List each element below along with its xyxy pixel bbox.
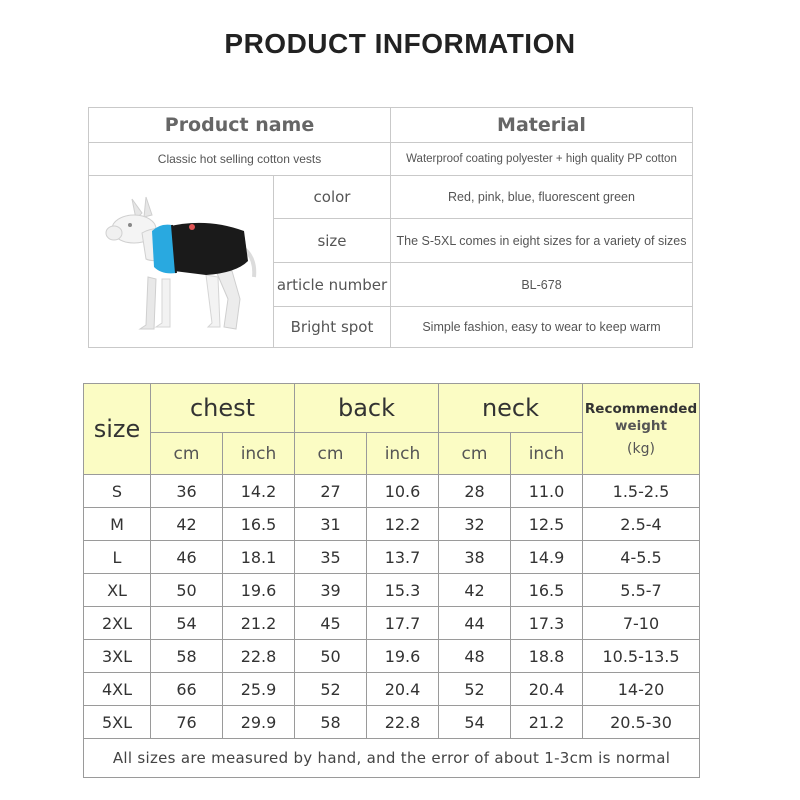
chest-cm-cell: 46 <box>150 540 223 574</box>
chest-inch-cell: 25.9 <box>222 672 295 706</box>
back-cm-cell: 52 <box>294 672 367 706</box>
size-cell: 2XL <box>83 606 151 640</box>
unit-inch: inch <box>366 432 439 475</box>
chest-inch-cell: 16.5 <box>222 507 295 541</box>
back-cm-cell: 50 <box>294 639 367 673</box>
chest-cm-cell: 66 <box>150 672 223 706</box>
chest-inch-cell: 29.9 <box>222 705 295 739</box>
back-inch-cell: 19.6 <box>366 639 439 673</box>
product-name-value: Classic hot selling cotton vests <box>88 142 391 176</box>
back-header: back <box>294 383 439 433</box>
weight-unit: (kg) <box>627 440 655 457</box>
product-name-header: Product name <box>88 107 391 143</box>
product-image <box>88 175 274 348</box>
neck-inch-cell: 18.8 <box>510 639 583 673</box>
size-cell: 5XL <box>83 705 151 739</box>
weight-cell: 20.5-30 <box>582 705 700 739</box>
chest-cm-cell: 36 <box>150 474 223 508</box>
back-inch-cell: 13.7 <box>366 540 439 574</box>
back-cm-cell: 31 <box>294 507 367 541</box>
size-cell: S <box>83 474 151 508</box>
neck-cm-cell: 32 <box>438 507 511 541</box>
weight-cell: 4-5.5 <box>582 540 700 574</box>
unit-inch: inch <box>510 432 583 475</box>
neck-inch-cell: 17.3 <box>510 606 583 640</box>
chest-inch-cell: 18.1 <box>222 540 295 574</box>
neck-cm-cell: 38 <box>438 540 511 574</box>
back-inch-cell: 17.7 <box>366 606 439 640</box>
weight-cell: 1.5-2.5 <box>582 474 700 508</box>
info-row-value: BL-678 <box>390 262 693 307</box>
chest-inch-cell: 14.2 <box>222 474 295 508</box>
neck-cm-cell: 52 <box>438 672 511 706</box>
size-cell: XL <box>83 573 151 607</box>
info-row-value: Red, pink, blue, fluorescent green <box>390 175 693 219</box>
neck-header: neck <box>438 383 583 433</box>
chest-inch-cell: 19.6 <box>222 573 295 607</box>
neck-inch-cell: 12.5 <box>510 507 583 541</box>
neck-cm-cell: 54 <box>438 705 511 739</box>
chest-cm-cell: 50 <box>150 573 223 607</box>
weight-label-line2: weight <box>615 417 667 434</box>
back-cm-cell: 39 <box>294 573 367 607</box>
chest-inch-cell: 21.2 <box>222 606 295 640</box>
neck-inch-cell: 21.2 <box>510 705 583 739</box>
chest-cm-cell: 76 <box>150 705 223 739</box>
weight-cell: 7-10 <box>582 606 700 640</box>
unit-cm: cm <box>438 432 511 475</box>
info-row-value: Simple fashion, easy to wear to keep warm <box>390 306 693 348</box>
unit-cm: cm <box>294 432 367 475</box>
neck-inch-cell: 20.4 <box>510 672 583 706</box>
chest-cm-cell: 54 <box>150 606 223 640</box>
info-row-value: The S-5XL comes in eight sizes for a variety of sizes <box>390 218 693 263</box>
back-inch-cell: 20.4 <box>366 672 439 706</box>
size-cell: M <box>83 507 151 541</box>
info-row-label: Bright spot <box>273 306 391 348</box>
info-row-label: size <box>273 218 391 263</box>
unit-cm: cm <box>150 432 223 475</box>
measurement-note: All sizes are measured by hand, and the error of about 1-3cm is normal <box>83 738 700 778</box>
info-row-label: color <box>273 175 391 219</box>
unit-inch: inch <box>222 432 295 475</box>
info-row-label: article number <box>273 262 391 307</box>
chest-inch-cell: 22.8 <box>222 639 295 673</box>
material-value: Waterproof coating polyester + high quality PP cotton <box>390 142 693 176</box>
neck-cm-cell: 44 <box>438 606 511 640</box>
chest-cm-cell: 58 <box>150 639 223 673</box>
weight-cell: 5.5-7 <box>582 573 700 607</box>
neck-cm-cell: 42 <box>438 573 511 607</box>
chest-cm-cell: 42 <box>150 507 223 541</box>
back-cm-cell: 45 <box>294 606 367 640</box>
back-cm-cell: 58 <box>294 705 367 739</box>
weight-cell: 10.5-13.5 <box>582 639 700 673</box>
size-header: size <box>83 383 151 475</box>
weight-label-line1: Recommended <box>584 400 698 417</box>
weight-cell: 2.5-4 <box>582 507 700 541</box>
back-cm-cell: 27 <box>294 474 367 508</box>
neck-inch-cell: 11.0 <box>510 474 583 508</box>
back-inch-cell: 12.2 <box>366 507 439 541</box>
back-inch-cell: 22.8 <box>366 705 439 739</box>
neck-cm-cell: 48 <box>438 639 511 673</box>
weight-header <box>582 383 700 475</box>
size-cell: 4XL <box>83 672 151 706</box>
dog-in-vest-image <box>96 187 266 337</box>
neck-cm-cell: 28 <box>438 474 511 508</box>
size-cell: 3XL <box>83 639 151 673</box>
page-title: PRODUCT INFORMATION <box>224 28 576 59</box>
material-header: Material <box>390 107 693 143</box>
neck-inch-cell: 14.9 <box>510 540 583 574</box>
neck-inch-cell: 16.5 <box>510 573 583 607</box>
back-inch-cell: 10.6 <box>366 474 439 508</box>
chest-header: chest <box>150 383 295 433</box>
back-inch-cell: 15.3 <box>366 573 439 607</box>
size-cell: L <box>83 540 151 574</box>
weight-cell: 14-20 <box>582 672 700 706</box>
back-cm-cell: 35 <box>294 540 367 574</box>
